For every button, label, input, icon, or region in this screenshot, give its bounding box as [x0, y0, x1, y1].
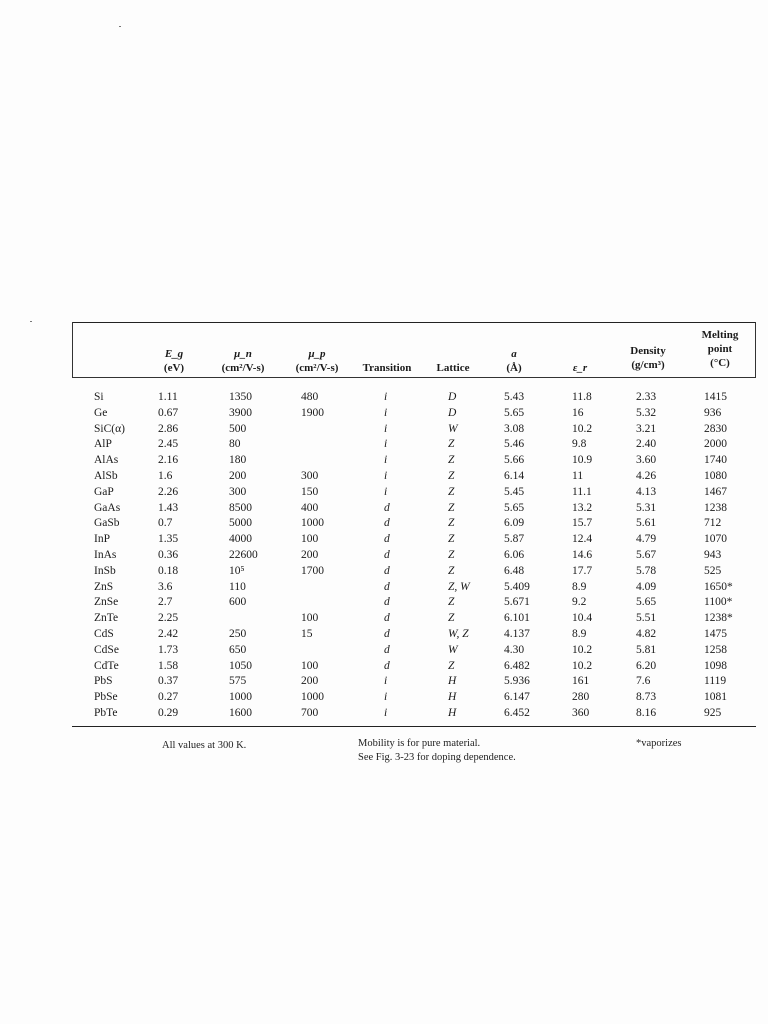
cell-a: 6.101	[504, 612, 530, 625]
cell-er: 17.7	[572, 564, 593, 577]
cell-mup: 480	[301, 391, 319, 403]
cell-mup: 300	[301, 469, 319, 482]
cell-eg: 0.7	[158, 517, 173, 530]
table-row	[72, 706, 756, 722]
cell-lattice: Z	[448, 517, 455, 530]
table-row	[72, 627, 756, 643]
cell-er: 13.2	[572, 501, 593, 514]
cell-eg: 2.26	[158, 485, 179, 498]
cell-density: 8.73	[636, 691, 657, 704]
cell-transition: d	[384, 659, 390, 672]
cell-mup: 1000	[301, 691, 324, 704]
cell-density: 4.13	[636, 485, 657, 498]
cell-material: Si	[94, 391, 104, 403]
table-row	[72, 422, 756, 438]
table-row	[72, 532, 756, 548]
cell-er: 8.9	[572, 627, 587, 640]
header-melting-label: point	[707, 343, 733, 355]
cell-transition: i	[384, 406, 388, 419]
header-density-label: Density	[630, 345, 666, 357]
header-a-symbol: a	[511, 348, 517, 360]
cell-material: CdS	[94, 627, 114, 640]
cell-eg: 1.6	[158, 469, 173, 482]
cell-mun: 1350	[229, 391, 252, 403]
footnote-vaporizes: *vaporizes	[636, 738, 682, 749]
cell-lattice: Z	[448, 548, 455, 561]
header-bottom-rule	[72, 377, 756, 378]
cell-er: 360	[572, 706, 590, 719]
cell-material: PbTe	[94, 706, 118, 719]
cell-material: PbSe	[94, 691, 118, 704]
cell-lattice: W, Z	[448, 627, 469, 640]
table-bottom-rule	[72, 726, 756, 727]
cell-transition: i	[384, 706, 388, 719]
cell-eg: 0.36	[158, 548, 179, 561]
cell-material: Ge	[94, 406, 108, 419]
cell-density: 5.61	[636, 517, 657, 530]
cell-eg: 2.7	[158, 596, 173, 609]
cell-a: 6.06	[504, 548, 525, 561]
header-lattice-label: Lattice	[436, 362, 470, 374]
cell-er: 10.2	[572, 643, 593, 656]
cell-a: 5.65	[504, 406, 525, 419]
table-row	[72, 564, 756, 580]
table-row	[72, 437, 756, 453]
cell-mun: 22600	[229, 548, 258, 561]
cell-melting: 936	[704, 406, 722, 419]
cell-density: 5.32	[636, 406, 657, 419]
cell-density: 5.78	[636, 564, 657, 577]
footnote-temperature: All values at 300 K.	[162, 740, 247, 751]
cell-lattice: H	[448, 675, 457, 688]
cell-melting: 1650*	[704, 580, 733, 593]
cell-er: 11.8	[572, 391, 592, 403]
cell-mun: 500	[229, 422, 247, 435]
cell-mup: 200	[301, 675, 319, 688]
cell-transition: i	[384, 469, 388, 482]
cell-density: 2.33	[636, 391, 657, 403]
cell-mun: 600	[229, 596, 247, 609]
table-row	[72, 469, 756, 485]
footnote-mobility-2: See Fig. 3-23 for doping dependence.	[358, 752, 516, 763]
cell-eg: 0.29	[158, 706, 179, 719]
table-top-rule	[72, 322, 756, 323]
cell-material: ZnSe	[94, 596, 119, 609]
cell-mup: 100	[301, 612, 319, 625]
cell-transition: d	[384, 501, 390, 514]
cell-lattice: Z	[448, 612, 455, 625]
cell-a: 5.87	[504, 533, 525, 546]
cell-melting: 2830	[704, 422, 727, 435]
table-row	[72, 611, 756, 627]
cell-a: 6.14	[504, 469, 525, 482]
cell-mup: 1000	[301, 517, 324, 530]
cell-density: 8.16	[636, 706, 657, 719]
cell-lattice: Z	[448, 564, 455, 577]
cell-a: 4.30	[504, 643, 525, 656]
cell-mun: 575	[229, 675, 247, 688]
cell-mup: 100	[301, 533, 319, 546]
cell-density: 5.31	[636, 501, 657, 514]
cell-mup: 1900	[301, 406, 324, 419]
cell-er: 14.6	[572, 548, 593, 561]
header-mun-symbol: μ_n	[234, 348, 252, 360]
cell-material: CdSe	[94, 643, 119, 656]
cell-eg: 1.73	[158, 643, 179, 656]
cell-a: 6.09	[504, 517, 525, 530]
header-mun	[210, 347, 276, 375]
cell-lattice: D	[448, 391, 457, 403]
header-melting-top: Melting	[701, 329, 739, 341]
cell-density: 4.26	[636, 469, 657, 482]
cell-lattice: Z	[448, 469, 455, 482]
cell-melting: 943	[704, 548, 722, 561]
cell-eg: 0.18	[158, 564, 179, 577]
cell-a: 3.08	[504, 422, 525, 435]
cell-transition: i	[384, 454, 388, 467]
cell-transition: d	[384, 533, 390, 546]
cell-lattice: W	[448, 643, 458, 656]
header-a-unit: (Å)	[506, 362, 522, 374]
cell-melting: 1100*	[704, 596, 733, 609]
cell-mun: 650	[229, 643, 247, 656]
cell-mup: 700	[301, 706, 319, 719]
cell-lattice: H	[448, 691, 457, 704]
header-density	[620, 344, 676, 372]
cell-mun: 250	[229, 627, 247, 640]
cell-mun: 1050	[229, 659, 252, 672]
cell-material: GaSb	[94, 517, 120, 530]
cell-eg: 1.11	[158, 391, 178, 403]
cell-er: 9.8	[572, 438, 587, 451]
cell-melting: 2000	[704, 438, 727, 451]
header-mup-unit: (cm²/V-s)	[295, 362, 339, 374]
cell-transition: i	[384, 691, 388, 704]
cell-a: 5.671	[504, 596, 530, 609]
cell-transition: d	[384, 517, 390, 530]
cell-density: 3.60	[636, 454, 657, 467]
cell-density: 5.65	[636, 596, 657, 609]
cell-mup: 150	[301, 485, 319, 498]
cell-er: 12.4	[572, 533, 593, 546]
cell-lattice: Z	[448, 501, 455, 514]
cell-melting: 1119	[704, 675, 727, 688]
cell-eg: 1.43	[158, 501, 179, 514]
cell-a: 6.452	[504, 706, 530, 719]
cell-melting: 1238*	[704, 612, 733, 625]
cell-transition: i	[384, 391, 388, 403]
cell-lattice: Z	[448, 659, 455, 672]
cell-material: ZnS	[94, 580, 114, 593]
cell-a: 4.137	[504, 627, 530, 640]
cell-lattice: Z, W	[448, 580, 470, 593]
cell-transition: d	[384, 548, 390, 561]
table-row	[72, 643, 756, 659]
cell-eg: 1.35	[158, 533, 179, 546]
cell-lattice: Z	[448, 533, 455, 546]
cell-material: InAs	[94, 548, 117, 561]
header-mup	[284, 347, 350, 375]
cell-transition: i	[384, 438, 388, 451]
cell-eg: 2.42	[158, 627, 179, 640]
cell-mup: 100	[301, 659, 319, 672]
table-row	[72, 595, 756, 611]
cell-material: ZnTe	[94, 612, 119, 625]
cell-density: 5.67	[636, 548, 657, 561]
cell-material: PbS	[94, 675, 113, 688]
cell-a: 6.48	[504, 564, 525, 577]
cell-transition: d	[384, 564, 390, 577]
scan-speck	[119, 26, 121, 27]
cell-density: 5.51	[636, 612, 657, 625]
cell-lattice: D	[448, 406, 457, 419]
cell-melting: 1415	[704, 391, 727, 403]
cell-lattice: Z	[448, 454, 455, 467]
cell-er: 9.2	[572, 596, 587, 609]
table-row	[72, 516, 756, 532]
cell-mun: 180	[229, 454, 247, 467]
cell-er: 10.2	[572, 659, 593, 672]
cell-mun: 110	[229, 580, 246, 593]
cell-er: 161	[572, 675, 590, 688]
cell-melting: 1467	[704, 485, 727, 498]
cell-a: 5.66	[504, 454, 525, 467]
cell-transition: d	[384, 580, 390, 593]
cell-er: 16	[572, 406, 584, 419]
table-row	[72, 501, 756, 517]
cell-mup: 1700	[301, 564, 324, 577]
cell-mun: 10⁵	[229, 564, 245, 577]
cell-transition: i	[384, 675, 388, 688]
header-er-label: ε_r	[572, 362, 588, 374]
cell-density: 2.40	[636, 438, 657, 451]
header-melting-unit: (°C)	[710, 357, 730, 369]
cell-a: 6.482	[504, 659, 530, 672]
header-mun-unit: (cm²/V-s)	[221, 362, 265, 374]
cell-a: 6.147	[504, 691, 530, 704]
header-eg-symbol: E_g	[164, 348, 184, 360]
table-row	[72, 406, 756, 422]
cell-transition: d	[384, 643, 390, 656]
cell-material: InSb	[94, 564, 116, 577]
cell-mup: 15	[301, 627, 313, 640]
cell-mun: 3900	[229, 406, 252, 419]
footnote-mobility-1: Mobility is for pure material.	[358, 738, 481, 749]
cell-eg: 0.37	[158, 675, 179, 688]
cell-material: GaAs	[94, 501, 121, 514]
cell-melting: 1475	[704, 627, 727, 640]
cell-melting: 1080	[704, 469, 727, 482]
cell-density: 4.79	[636, 533, 657, 546]
cell-lattice: W	[448, 422, 458, 435]
cell-material: AlSb	[94, 469, 118, 482]
cell-lattice: Z	[448, 438, 455, 451]
header-right-rule	[755, 322, 756, 377]
header-lattice	[428, 361, 478, 375]
cell-mup: 400	[301, 501, 319, 514]
header-left-rule	[72, 322, 73, 377]
cell-eg: 2.86	[158, 422, 179, 435]
cell-er: 10.9	[572, 454, 593, 467]
cell-melting: 525	[704, 564, 722, 577]
table-body	[72, 390, 756, 722]
cell-er: 280	[572, 691, 590, 704]
table-row	[72, 390, 756, 406]
cell-lattice: Z	[448, 485, 455, 498]
cell-transition: d	[384, 612, 390, 625]
cell-mun: 300	[229, 485, 247, 498]
cell-eg: 2.16	[158, 454, 179, 467]
table-row	[72, 674, 756, 690]
cell-melting: 1258	[704, 643, 727, 656]
table-row	[72, 548, 756, 564]
cell-density: 3.21	[636, 422, 657, 435]
cell-material: CdTe	[94, 659, 119, 672]
cell-er: 11	[572, 469, 584, 482]
header-a	[496, 347, 532, 375]
cell-er: 8.9	[572, 580, 587, 593]
cell-mun: 5000	[229, 517, 252, 530]
cell-er: 10.2	[572, 422, 593, 435]
cell-transition: i	[384, 485, 388, 498]
header-er	[562, 361, 598, 375]
cell-a: 5.936	[504, 675, 530, 688]
cell-melting: 1070	[704, 533, 727, 546]
cell-density: 4.09	[636, 580, 657, 593]
cell-density: 7.6	[636, 675, 651, 688]
cell-transition: d	[384, 627, 390, 640]
cell-density: 5.81	[636, 643, 657, 656]
cell-transition: i	[384, 422, 388, 435]
cell-eg: 3.6	[158, 580, 173, 593]
cell-material: AlP	[94, 438, 112, 451]
cell-material: SiC(α)	[94, 422, 125, 435]
cell-melting: 1081	[704, 691, 727, 704]
header-eg	[154, 347, 194, 375]
cell-mun: 8500	[229, 501, 252, 514]
cell-lattice: Z	[448, 596, 455, 609]
cell-mup: 200	[301, 548, 319, 561]
header-transition	[354, 361, 420, 375]
header-eg-unit: (eV)	[163, 362, 185, 374]
header-mup-symbol: μ_p	[308, 348, 326, 360]
cell-melting: 1740	[704, 454, 727, 467]
cell-a: 5.43	[504, 391, 525, 403]
table-row	[72, 453, 756, 469]
semiconductor-properties-table	[72, 322, 756, 727]
cell-a: 5.46	[504, 438, 525, 451]
cell-transition: d	[384, 596, 390, 609]
cell-melting: 925	[704, 706, 722, 719]
cell-density: 6.20	[636, 659, 657, 672]
cell-mun: 1600	[229, 706, 252, 719]
cell-lattice: H	[448, 706, 457, 719]
cell-mun: 200	[229, 469, 247, 482]
cell-eg: 0.27	[158, 691, 179, 704]
cell-er: 10.4	[572, 612, 593, 625]
cell-melting: 1238	[704, 501, 727, 514]
scan-speck	[30, 321, 32, 322]
cell-material: AlAs	[94, 454, 119, 467]
cell-eg: 2.45	[158, 438, 179, 451]
cell-a: 5.409	[504, 580, 530, 593]
cell-er: 11.1	[572, 485, 592, 498]
cell-a: 5.45	[504, 485, 525, 498]
cell-er: 15.7	[572, 517, 593, 530]
cell-eg: 0.67	[158, 406, 179, 419]
cell-melting: 1098	[704, 659, 727, 672]
cell-a: 5.65	[504, 501, 525, 514]
cell-eg: 1.58	[158, 659, 179, 672]
cell-melting: 712	[704, 517, 722, 530]
cell-density: 4.82	[636, 627, 657, 640]
cell-eg: 2.25	[158, 612, 179, 625]
table-row	[72, 580, 756, 596]
cell-material: InP	[94, 533, 110, 546]
cell-mun: 1000	[229, 691, 252, 704]
table-row	[72, 690, 756, 706]
header-transition-label: Transition	[362, 362, 412, 374]
header-density-unit: (g/cm³)	[631, 359, 665, 371]
cell-mun: 4000	[229, 533, 252, 546]
cell-mun: 80	[229, 438, 241, 451]
cell-material: GaP	[94, 485, 114, 498]
table-row	[72, 659, 756, 675]
header-melting	[694, 328, 746, 370]
table-row	[72, 485, 756, 501]
